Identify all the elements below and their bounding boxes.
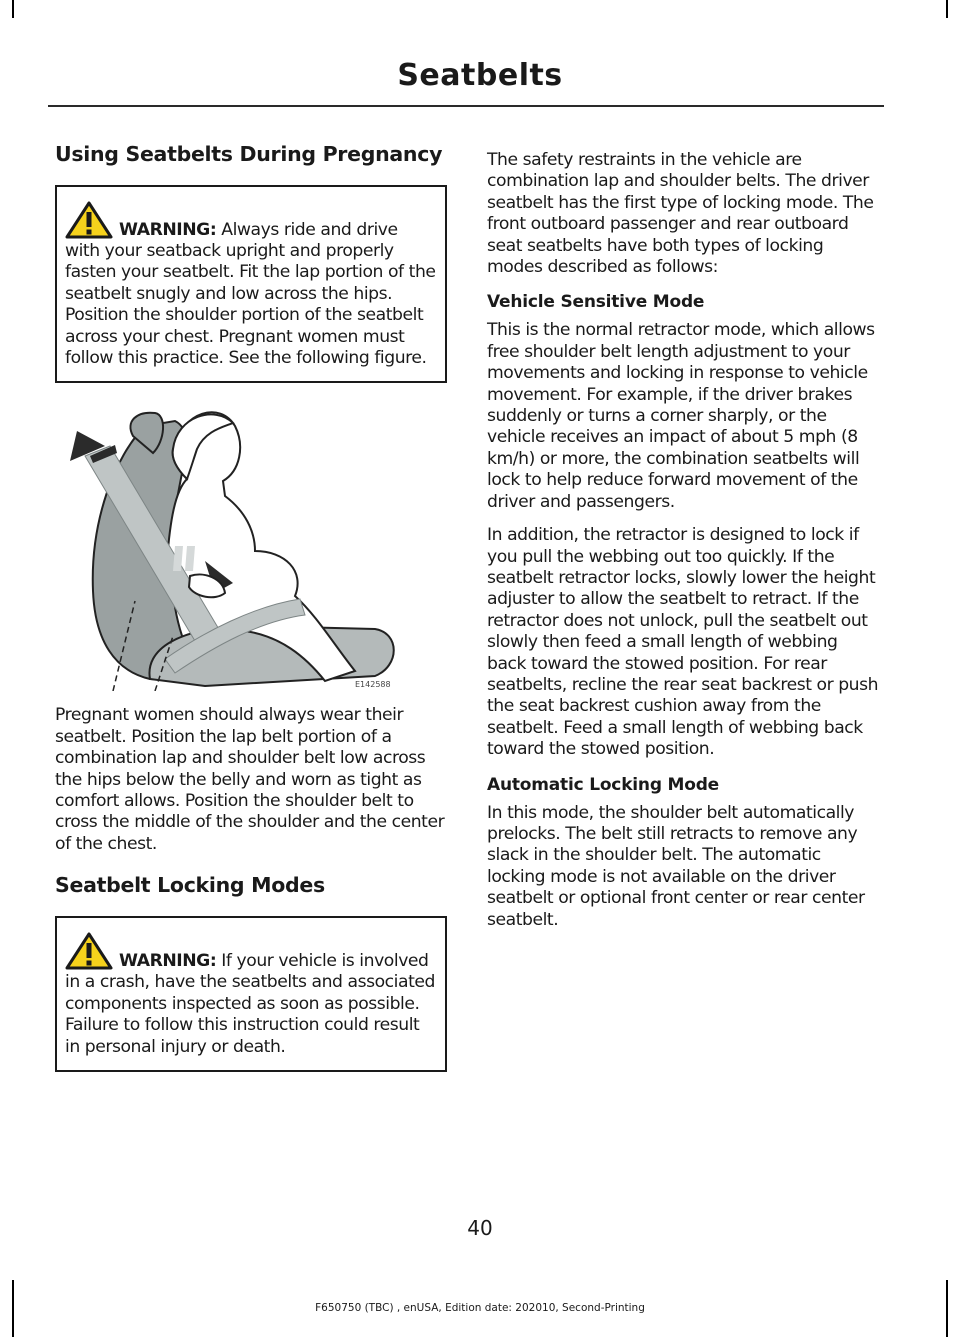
vehicle-sensitive-mode-heading: Vehicle Sensitive Mode	[487, 292, 705, 313]
pregnancy-seatbelt-figure	[55, 401, 447, 691]
figure-code: E142588	[355, 680, 391, 690]
warning-body: Always ride and drive with your seatback upright and properly fasten your seatbelt. Fit the lap portion of the seatbelt snugly and low across the hips. Position the shoulder portion of the seatbelt across your chest. Pregnant women must follow this practice. See the following figure.	[65, 219, 436, 369]
warning-text	[65, 201, 437, 370]
pregnancy-paragraph: Pregnant women should always wear their seatbelt. Position the lap belt portion of a combination lap and shoulder belt low across the hips below the belly and worn as tight as comfort allows. Position the shoulder belt to cross the middle of the shoulder and the center of the chest.	[55, 705, 445, 854]
pregnancy-heading: Using Seatbelts During Pregnancy	[55, 142, 443, 166]
warning-box	[55, 916, 447, 1072]
pregnant-woman-seatbelt-illustration	[55, 401, 447, 691]
locking-modes-heading: Seatbelt Locking Modes	[55, 873, 325, 898]
right-column	[487, 150, 879, 943]
header-divider	[48, 105, 884, 107]
automatic-locking-mode-heading: Automatic Locking Mode	[487, 774, 720, 795]
crop-mark	[12, 0, 14, 18]
warning-box	[55, 185, 447, 384]
intro-paragraph: The safety restraints in the vehicle are combination lap and shoulder belts. The driver seatbelt has the first type of locking mode. The front outboard passenger and rear outboard seat seatbelts have both types of locking modes described as follows:	[487, 150, 874, 278]
page-title: Seatbelts	[397, 58, 563, 93]
page-number: 40	[467, 1216, 493, 1240]
warning-body: If your vehicle is involved in a crash, have the seatbelts and associated components inspected as soon as possible. Failure to follow this instruction could result in personal injury or death.	[65, 950, 435, 1057]
vehicle-sensitive-mode-paragraph: This is the normal retractor mode, which allows free shoulder belt length adjustment to your movements and locking in response to vehicle movement. For example, if the driver brakes suddenly or turns a corner sharply, or the vehicle receives an impact of about 5 mph (8 km/h) or more, the combination seatbelts will lock to help reduce forward movement of the driver and passengers.	[487, 320, 875, 512]
warning-text	[65, 932, 437, 1058]
warning-triangle-icon	[65, 932, 113, 970]
retractor-lock-paragraph: In addition, the retractor is designed to lock if you pull the webbing out too quickly. If the seatbelt retractor locks, slowly lower the height adjuster to allow the seatbelt to retract. If the retractor does not unlock, pull the seatbelt out slowly then feed a small length of webbing back toward the stowed position. For rear seatbelts, recline the rear seat backrest or push the seat backrest cushion away from the seatbelt. Feed a small length of webbing back toward the stowed position.	[487, 525, 879, 760]
left-column	[55, 142, 447, 1090]
crop-mark	[946, 0, 948, 18]
footer-edition: F650750 (TBC) , enUSA, Edition date: 202010, Second-Printing	[315, 1302, 645, 1314]
warning-label: WARNING:	[119, 219, 217, 240]
automatic-locking-mode-paragraph: In this mode, the shoulder belt automatically prelocks. The belt still retracts to remove any slack in the shoulder belt. The automatic locking mode is not available on the driver seatbelt or optional front center or rear center seatbelt.	[487, 802, 865, 930]
warning-triangle-icon	[65, 201, 113, 239]
warning-label: WARNING:	[119, 950, 217, 971]
